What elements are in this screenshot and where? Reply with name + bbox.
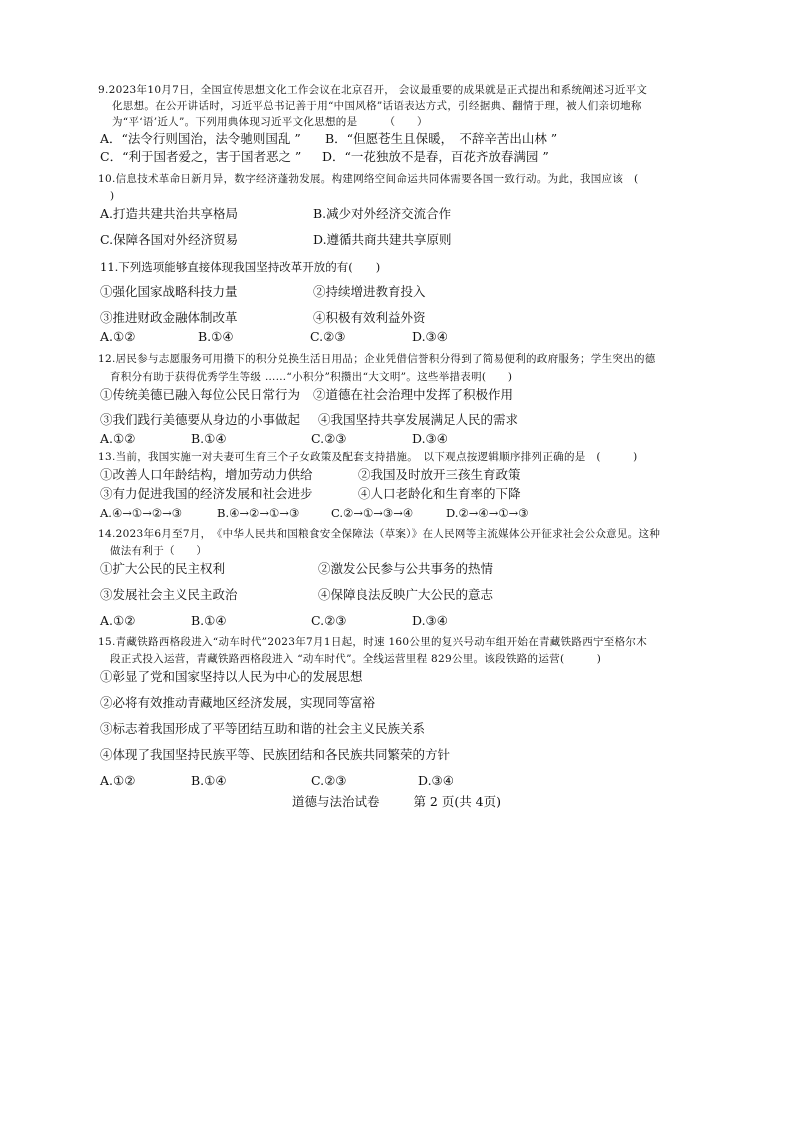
question-13-item-4: ④人口老龄化和生育率的下降 xyxy=(358,486,521,501)
question-10-stem-line-1: 10.信息技术革命日新月异，数字经济蓬勃发展。构建网络空间命运共同体需要各国一致行动。为此，我国应该 ( xyxy=(98,173,639,185)
question-9-stem-line-2: 化思想。在公开讲话时，习近平总书记善于用“中国风格”话语表达方式，引经据典、翻情于理，被人们亲切地称 xyxy=(112,100,642,112)
question-9-option-d: D．“一花独放不是春，百花齐放春满园 ” xyxy=(322,149,549,164)
question-15-option-a: A.①② xyxy=(100,773,136,788)
question-14-item-4: ④保障良法反映广大公民的意志 xyxy=(318,587,494,602)
question-11-item-4: ④积极有效利益外资 xyxy=(313,310,426,325)
question-15-option-c: C.②③ xyxy=(311,773,347,788)
question-11-item-3: ③推进财政金融体制改革 xyxy=(100,310,238,325)
question-14-item-1: ①扩大公民的民主权利 xyxy=(100,561,226,576)
question-15-option-b: B.①④ xyxy=(191,773,227,788)
question-13-option-c: C.②→①→③→④ xyxy=(331,506,414,520)
question-13-item-2: ②我国及时放开三孩生育政策 xyxy=(358,467,521,482)
question-13-option-a: A.④→①→②→③ xyxy=(100,506,183,520)
question-10-option-d: D.遵循共商共建共享原则 xyxy=(313,232,452,247)
question-12-item-4: ④我国坚持共享发展满足人民的需求 xyxy=(318,412,519,427)
question-14-item-2: ②激发公民参与公共事务的热情 xyxy=(318,561,494,576)
question-14-item-3: ③发展社会主义民主政治 xyxy=(100,587,238,602)
question-10-option-b: B.减少对外经济交流合作 xyxy=(313,206,452,221)
question-12-stem-line-2: 育积分有助于获得优秀学生等级 ……“小积分”积攒出“大文明”。这些举措表明( ) xyxy=(110,371,513,383)
question-12-option-c: C.②③ xyxy=(311,431,347,446)
question-15-stem-line-1: 15.青藏铁路西格段进入“动车时代”2023年7月1日起，时速 160公里的复兴号动车组开始在青藏铁路西宁至格尔木 xyxy=(98,636,647,648)
question-13-item-1: ①改善人口年龄结构，增加劳动力供给 xyxy=(100,467,313,482)
question-10-option-c: C.保障各国对外经济贸易 xyxy=(100,232,239,247)
question-12-option-d: D.③④ xyxy=(412,431,448,446)
question-15-item-2: ②必将有效推动青藏地区经济发展，实现同等富裕 xyxy=(100,695,376,710)
question-14-option-c: C.②③ xyxy=(311,613,347,628)
question-9-option-b: B．“但愿苍生且保暖， 不辞辛苦出山林 ” xyxy=(325,131,558,146)
question-14-stem-line-2: 做法有利于（ ） xyxy=(110,545,208,557)
question-12-item-1: ①传统美德已融入每位公民日常行为 xyxy=(100,387,301,402)
question-15-item-4: ④体现了我国坚持民族平等、民族团结和各民族共同繁荣的方针 xyxy=(100,747,451,762)
question-9-option-a: A．“法令行则国治，法令驰则国乱 ” xyxy=(100,131,301,146)
question-9-stem-line-3: 为“平‘语’近人”。下列用典体现习近平文化思想的是 （ ） xyxy=(112,116,428,128)
question-12-item-2: ②道德在社会治理中发挥了积极作用 xyxy=(313,387,514,402)
question-14-option-b: B.①④ xyxy=(191,613,227,628)
question-14-option-a: A.①② xyxy=(100,613,136,628)
question-15-option-d: D.③④ xyxy=(418,773,454,788)
question-13-item-3: ③有力促进我国的经济发展和社会进步 xyxy=(100,486,313,501)
footer-page-number: 第 2 页(共 4页) xyxy=(413,794,502,809)
question-9-option-c: C．“利于国者爱之，害于国者恶之 ” xyxy=(100,149,302,164)
question-11-item-1: ①强化国家战略科技力量 xyxy=(100,284,238,299)
question-13-option-d: D.②→④→①→③ xyxy=(446,506,529,520)
question-12-stem-line-1: 12.居民参与志愿服务可用攒下的积分兑换生活日用品；企业凭借信誉积分得到了简易便利的政府服务；学生突出的德 xyxy=(98,353,656,365)
question-13-stem: 13.当前，我国实施一对夫妻可生育三个子女政策及配套支持措施。 以下观点按逻辑顺序排列正确的是 ( ) xyxy=(98,451,638,463)
footer-subject: 道德与法治试卷 xyxy=(291,794,380,809)
question-11-option-b: B.①④ xyxy=(198,329,234,344)
question-12-option-a: A.①② xyxy=(100,431,136,446)
question-10-option-a: A.打造共建共治共享格局 xyxy=(100,206,239,221)
question-9-stem-line-1: 9.2023年10月7日，全国宣传思想文化工作会议在北京召开， 会议最重要的成果就是正式提出和系统阐述习近平文 xyxy=(98,84,648,96)
question-13-option-b: B.④→②→①→③ xyxy=(217,506,300,520)
question-12-item-3: ③我们践行美德要从身边的小事做起 xyxy=(100,412,301,427)
question-12-option-b: B.①④ xyxy=(191,431,227,446)
question-15-item-1: ①彰显了党和国家坚持以人民为中心的发展思想 xyxy=(100,669,363,684)
question-15-stem-line-2: 段正式投入运营，青藏铁路西格段进入 “动车时代”。全线运营里程 829公里。该段铁路的运营( ) xyxy=(110,653,602,665)
question-11-option-d: D.③④ xyxy=(412,329,448,344)
question-11-item-2: ②持续增进教育投入 xyxy=(313,284,426,299)
question-10-stem-line-2: ) xyxy=(110,190,115,202)
question-14-stem-line-1: 14.2023年6月至7月， 《中华人民共和国粮食安全保障法（草案）》在人民网等主流媒体公开征求社会公众意见。这种 xyxy=(98,528,661,540)
question-14-option-d: D.③④ xyxy=(412,613,448,628)
page-footer xyxy=(0,792,793,810)
question-11-stem: 11.下列选项能够直接体现我国坚持改革开放的有( ) xyxy=(100,260,381,274)
question-15-item-3: ③标志着我国形成了平等团结互助和谐的社会主义民族关系 xyxy=(100,721,426,736)
question-11-option-c: C.②③ xyxy=(310,329,346,344)
question-11-option-a: A.①② xyxy=(100,329,136,344)
